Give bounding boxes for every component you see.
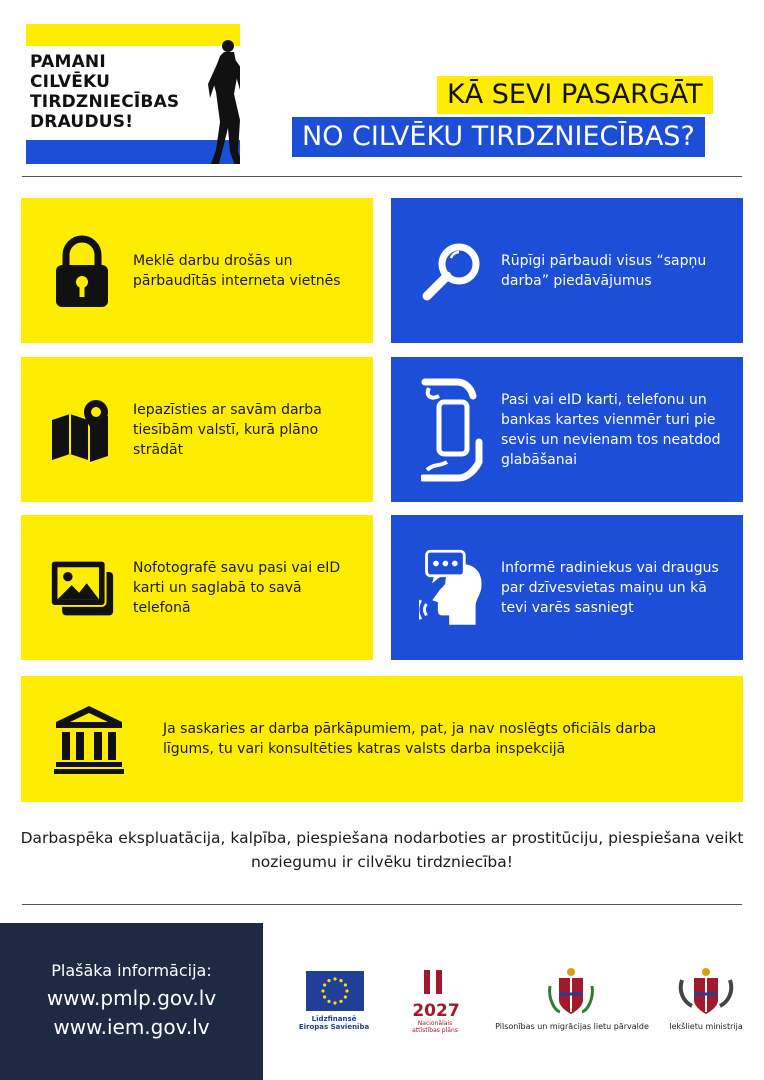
tip-card-keep-documents xyxy=(391,357,743,502)
link-pmlp[interactable]: www.pmlp.gov.lv xyxy=(46,986,217,1010)
tip-card-photo-passport xyxy=(21,515,373,660)
map-pin-icon xyxy=(49,357,115,502)
photo-icon xyxy=(49,515,115,660)
tip-card-work-rights xyxy=(21,357,373,502)
tip-card-safe-sites xyxy=(21,198,373,343)
tip-text-2: Rūpīgi pārbaudi visus “sapņu darba” piedāvājumus xyxy=(501,252,707,289)
logo-line-4: DRAUDUS! xyxy=(30,112,134,132)
npp-caption xyxy=(400,1020,470,1034)
eu-flag-logo xyxy=(306,971,364,1011)
npp-caption-line-1: Nacionālais xyxy=(417,1020,453,1027)
iem-coat-of-arms xyxy=(676,966,736,1018)
eu-caption-line-1: Līdzfinansē xyxy=(311,1015,357,1023)
campaign-logo xyxy=(26,24,240,164)
title-line-2: NO CILVĒKU TIRDZNIECĪBAS? xyxy=(292,117,705,157)
tip-text-1: Meklē darbu drošās un pārbaudītās interneta vietnēs xyxy=(133,252,341,289)
walking-figure-icon xyxy=(194,32,240,164)
logo-line-2: CILVĒKU xyxy=(30,72,111,92)
tip-text-5: Nofotografē savu pasi vai eID karti un saglabā to savā telefonā xyxy=(133,559,341,616)
lock-icon xyxy=(49,198,115,343)
human-trafficking-statement: Darbaspēka ekspluatācija, kalpība, piespiešana nodarboties ar prostitūciju, piespiešana veikt noziegumu ir cilvēku tirdzniecība! xyxy=(20,829,744,871)
pmlp-caption: Pilsonības un migrācijas lietu pārvalde xyxy=(495,1022,649,1031)
eu-caption-line-2: Eiropas Savienība xyxy=(298,1023,370,1031)
info-label: Plašāka informācija: xyxy=(51,961,212,980)
footer-info-panel xyxy=(0,923,263,1080)
tip-text-4: Pasi vai eID karti, telefonu un bankas kartes vienmēr turi pie sevis un nevienam tos neatdod glabāšanai xyxy=(501,391,721,468)
logo-text xyxy=(30,52,179,132)
tip-card-labour-inspection xyxy=(21,676,743,802)
logo-line-1: PAMANI xyxy=(30,52,106,72)
divider-top xyxy=(22,176,742,177)
npp-logo xyxy=(410,968,462,1022)
institution-icon xyxy=(53,676,125,802)
npp-caption-line-2: attīstības plāns xyxy=(412,1027,458,1034)
wide-tip-text: Ja saskaries ar darba pārkāpumiem, pat, ja nav noslēgts oficiāls darba līgums, tu vari konsultēties katras valsts darba inspekcijā xyxy=(163,721,657,757)
tip-card-check-offers xyxy=(391,198,743,343)
logo-line-3: TIRDZNIECĪBAS xyxy=(30,92,180,112)
speaking-person-icon xyxy=(419,515,485,660)
hands-phone-icon xyxy=(419,357,485,502)
title-line-1: KĀ SEVI PASARGĀT xyxy=(437,76,713,114)
pmlp-coat-of-arms xyxy=(546,966,596,1018)
tip-text-3: Iepazīsties ar savām darba tiesībām valstī, kurā plāno strādāt xyxy=(133,401,322,458)
magnifier-icon xyxy=(419,198,485,343)
tip-text-6: Informē radiniekus vai draugus par dzīvesvietas maiņu un kā tevi varēs sasniegt xyxy=(501,559,719,616)
divider-bottom xyxy=(22,904,742,905)
tip-card-inform-relatives xyxy=(391,515,743,660)
link-iem[interactable]: www.iem.gov.lv xyxy=(53,1015,210,1039)
npp-year: 2027 xyxy=(412,1001,460,1021)
iem-caption: Iekšlietu ministrija xyxy=(669,1022,743,1031)
eu-caption xyxy=(294,1015,374,1031)
